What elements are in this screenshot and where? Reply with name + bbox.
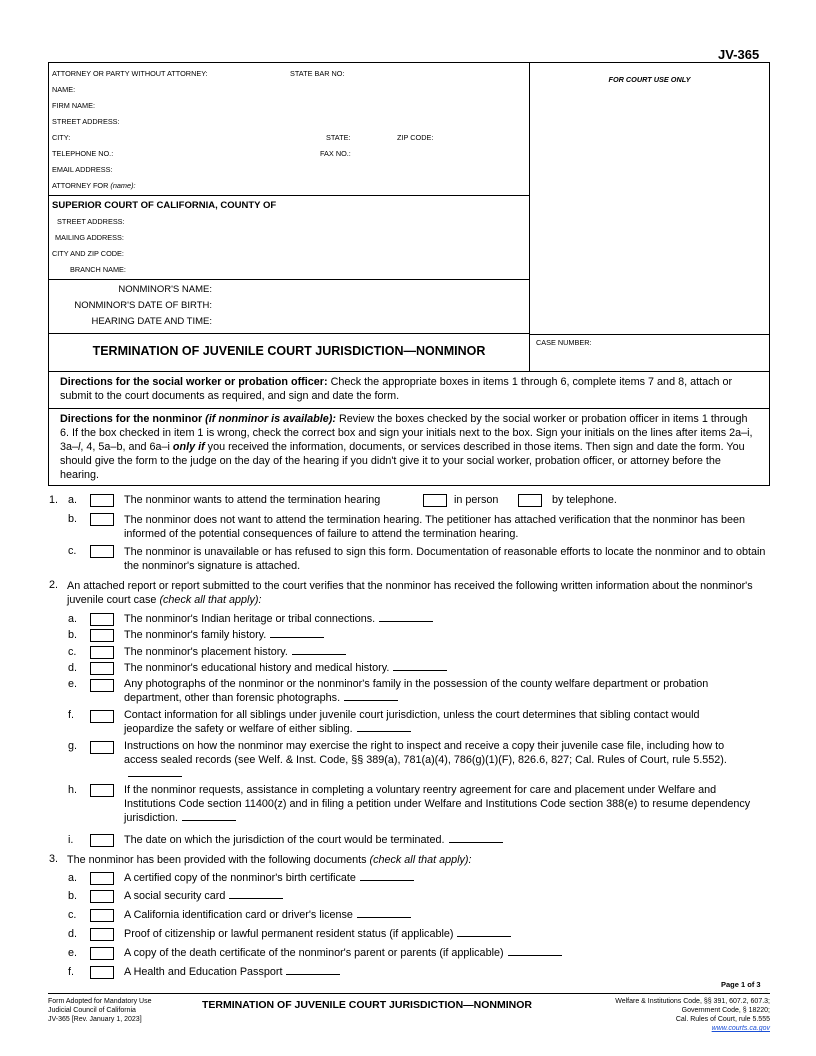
item2e-letter: e. <box>68 678 78 690</box>
item3a-text: A certified copy of the nonminor's birth certificate <box>124 871 769 885</box>
item3c-checkbox[interactable] <box>90 909 114 922</box>
street-address-label[interactable]: STREET ADDRESS: <box>52 117 120 126</box>
item2g-checkbox[interactable] <box>90 741 114 754</box>
telephone-label[interactable]: TELEPHONE NO.: <box>52 149 114 158</box>
initials-line[interactable] <box>457 927 511 937</box>
case-number-label: CASE NUMBER: <box>536 338 592 347</box>
initials-line[interactable] <box>292 645 346 655</box>
item3e-checkbox[interactable] <box>90 947 114 960</box>
item2g-text: Instructions on how the nonminor may exercise the right to inspect and receive a copy their juvenile case file, including how to access sealed records (see Welf. & Inst. Code, §§ 389(a), 781(a)(4), 786(g)(1)(F), 826.6, 827; Cal. Rules of Court, rule 5.552). <box>124 739 744 782</box>
item1a-checkbox[interactable] <box>90 494 114 507</box>
item3b-letter: b. <box>68 890 78 902</box>
item2h-letter: h. <box>68 784 78 796</box>
by-telephone-label: by telephone. <box>552 494 617 506</box>
title-box <box>49 334 529 371</box>
initials-line[interactable] <box>357 908 411 918</box>
item1c-letter: c. <box>68 545 77 557</box>
item1c-text: The nonminor is unavailable or has refused to sign this form. Documentation of reasonable efforts to locate the nonminor and to obtain the nonminor's signature is attached. <box>124 546 766 573</box>
item2d-text: The nonminor's educational history and medical history. <box>124 661 769 675</box>
item3f-text: A Health and Education Passport <box>124 965 769 979</box>
zip-code-label[interactable]: ZIP CODE: <box>397 133 434 142</box>
form-number: JV-365 <box>718 47 760 62</box>
item1-number: 1. <box>49 494 59 506</box>
by-telephone-checkbox[interactable] <box>518 494 542 507</box>
item2b-letter: b. <box>68 629 78 641</box>
item2e-text: Any photographs of the nonminor or the nonminor's family in the possession of the county welfare department or probation department, other than forensic photographs. <box>124 678 709 705</box>
item2c-letter: c. <box>68 646 77 658</box>
case-number-box[interactable] <box>530 334 769 371</box>
initials-line[interactable] <box>449 833 503 843</box>
court-title: SUPERIOR COURT OF CALIFORNIA, COUNTY OF <box>52 200 277 211</box>
item3e-text: A copy of the death certificate of the nonminor's parent or parents (if applicable) <box>124 946 769 960</box>
item3d-text: Proof of citizenship or lawful permanent resident status (if applicable) <box>124 927 769 941</box>
initials-line[interactable] <box>128 767 182 777</box>
item2i-checkbox[interactable] <box>90 834 114 847</box>
item2g-letter: g. <box>68 740 78 752</box>
fax-label[interactable]: FAX NO.: <box>320 149 351 158</box>
item2i-text: The date on which the jurisdiction of the court would be terminated. <box>124 833 769 847</box>
item2i-letter: i. <box>68 834 74 846</box>
directions-nonminor: Directions for the nonminor (if nonminor is available): Review the boxes checked by the social worker or probation officer in items 1 through 6. If the box checked in item 1 is wrong, check the correct box and sign your initials next to the box. Sign your initials on the lines after items 2a–i, 3a–l, 4, 5a–b, and 6a–i only if you received the information, documents, or services described in those items. Then sign and date the form. You should give the form to the judge on the day of the hearing if you didn't give it to your social worker, probation officer, or attorney before the hearing. <box>48 408 770 486</box>
item2a-text: The nonminor's Indian heritage or tribal connections. <box>124 612 769 626</box>
item2b-checkbox[interactable] <box>90 629 114 642</box>
item2h-checkbox[interactable] <box>90 784 114 797</box>
form-title: TERMINATION OF JUVENILE COURT JURISDICTION—NONMINOR <box>92 344 486 358</box>
item2h-text: If the nonminor requests, assistance in completing a voluntary reentry agreement for care and placement under Welfare and Institutions Code section 11400(z) and in filing a petition under Welfare and Institutions Code section 388(e) to resume dependency jurisdiction. <box>124 784 751 825</box>
item3f-letter: f. <box>68 966 74 978</box>
court-mailing-label[interactable]: MAILING ADDRESS: <box>55 233 124 242</box>
item1c-checkbox[interactable] <box>90 545 114 558</box>
initials-line[interactable] <box>182 811 236 821</box>
court-street-label[interactable]: STREET ADDRESS: <box>57 217 125 226</box>
initials-line[interactable] <box>286 965 340 975</box>
initials-line[interactable] <box>360 871 414 881</box>
item3a-letter: a. <box>68 872 78 884</box>
firm-name-label[interactable]: FIRM NAME: <box>52 101 95 110</box>
item3b-checkbox[interactable] <box>90 890 114 903</box>
initials-line[interactable] <box>508 946 562 956</box>
item3f-checkbox[interactable] <box>90 966 114 979</box>
footer-right: Welfare & Institutions Code, §§ 391, 607.2, 607.3; Government Code, § 18220; Cal. Rules of Court, rule 5.555 www.courts.ca.gov <box>615 998 770 1032</box>
item2a-checkbox[interactable] <box>90 613 114 626</box>
item1a-text: The nonminor wants to attend the termination hearing <box>124 494 381 506</box>
email-label[interactable]: EMAIL ADDRESS: <box>52 165 113 174</box>
directions-worker: Directions for the social worker or probation officer: Check the appropriate boxes in items 1 through 6, complete items 7 and 8, attach or submit to the court documents as required, and sign and date the form. <box>48 371 770 409</box>
attorney-for-label[interactable]: ATTORNEY FOR (name): <box>52 181 136 190</box>
city-label[interactable]: CITY: <box>52 133 71 142</box>
item2-intro: An attached report or report submitted to the court verifies that the nonminor has received the following written information about the nonminor's juvenile court case (check all that apply): <box>67 580 753 607</box>
state-label[interactable]: STATE: <box>326 133 351 142</box>
item3c-letter: c. <box>68 909 77 921</box>
state-bar-no-label: STATE BAR NO: <box>290 69 345 78</box>
item2a-letter: a. <box>68 613 78 625</box>
item2d-letter: d. <box>68 662 78 674</box>
parties-section <box>49 280 529 334</box>
item2f-text: Contact information for all siblings under juvenile court jurisdiction, unless the court determines that sibling contact would jeopardize the safety or welfare of either sibling. <box>124 709 700 736</box>
attorney-section <box>49 63 529 196</box>
item1b-letter: b. <box>68 513 78 525</box>
initials-line[interactable] <box>357 722 411 732</box>
footer-left: Form Adopted for Mandatory Use Judicial Council of California JV-365 [Rev. January 1, 2023] <box>48 998 152 1023</box>
attorney-or-party-label: ATTORNEY OR PARTY WITHOUT ATTORNEY: <box>52 69 208 78</box>
name-label[interactable]: NAME: <box>52 85 76 94</box>
item2d-checkbox[interactable] <box>90 662 114 675</box>
court-city-zip-label[interactable]: CITY AND ZIP CODE: <box>52 249 124 258</box>
initials-line[interactable] <box>229 889 283 899</box>
item3d-letter: d. <box>68 928 78 940</box>
footer-divider <box>48 993 770 994</box>
item2c-checkbox[interactable] <box>90 646 114 659</box>
in-person-checkbox[interactable] <box>423 494 447 507</box>
in-person-label: in person <box>454 494 499 506</box>
item3e-letter: e. <box>68 947 78 959</box>
page-number: Page 1 of 3 <box>721 980 761 989</box>
item3b-text: A social security card <box>124 889 769 903</box>
nonminor-dob-label[interactable]: NONMINOR'S DATE OF BIRTH: <box>74 300 212 311</box>
footer-title: TERMINATION OF JUVENILE COURT JURISDICTION—NONMINOR <box>202 999 532 1011</box>
item2c-text: The nonminor's placement history. <box>124 645 769 659</box>
courts-link[interactable]: www.courts.ca.gov <box>711 1025 770 1032</box>
caption-header <box>48 62 770 372</box>
hearing-date-label[interactable]: HEARING DATE AND TIME: <box>91 316 212 327</box>
item3d-checkbox[interactable] <box>90 928 114 941</box>
initials-line[interactable] <box>393 661 447 671</box>
item1a-letter: a. <box>68 494 78 506</box>
item1b-checkbox[interactable] <box>90 513 114 526</box>
item2-number: 2. <box>49 579 59 591</box>
item2f-checkbox[interactable] <box>90 710 114 723</box>
item2b-text: The nonminor's family history. <box>124 628 769 642</box>
initials-line[interactable] <box>344 691 398 701</box>
item3a-checkbox[interactable] <box>90 872 114 885</box>
item3-intro: The nonminor has been provided with the following documents (check all that apply): <box>67 854 472 866</box>
initials-line[interactable] <box>379 612 433 622</box>
caption-left <box>49 63 530 371</box>
nonminor-name-label[interactable]: NONMINOR'S NAME: <box>118 284 212 295</box>
court-branch-label[interactable]: BRANCH NAME: <box>70 265 126 274</box>
item2f-letter: f. <box>68 709 74 721</box>
court-use-only-label: FOR COURT USE ONLY <box>608 75 691 84</box>
initials-line[interactable] <box>270 628 324 638</box>
item3-number: 3. <box>49 853 59 865</box>
court-use-area <box>530 63 769 371</box>
item1b-text: The nonminor does not want to attend the termination hearing. The petitioner has attached verification that the nonminor has been informed of the potential consequences of failure to attend the termination hearing. <box>124 514 746 541</box>
court-section <box>49 196 529 280</box>
item2e-checkbox[interactable] <box>90 679 114 692</box>
item3c-text: A California identification card or driver's license <box>124 908 769 922</box>
